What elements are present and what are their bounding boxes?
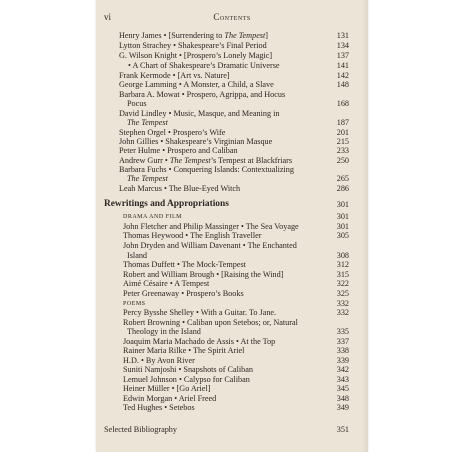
page-number: 233 <box>336 146 349 155</box>
contents-entry-text-after: ’s Tempest at Blackfriars <box>210 156 293 165</box>
contents-entry: John Gillies • Shakespeare’s Virginian Masque <box>119 137 273 146</box>
contents-entry <box>119 156 292 165</box>
poem-entry: H.D. • By Avon River <box>123 356 195 365</box>
contents-entry <box>127 118 168 127</box>
page-gutter-shadow <box>362 0 368 452</box>
contents-entry-italic-title: The Tempest <box>127 118 168 127</box>
page-number: 345 <box>336 384 349 393</box>
contents-entry-italic-title: The Tempest <box>224 31 266 40</box>
page-number: 338 <box>336 346 349 355</box>
contents-entry: Frank Kermode • [Art vs. Nature] <box>119 71 230 80</box>
contents-entry: Barbara Fuchs • Conquering Islands: Contextualizing <box>119 165 294 174</box>
page-number: 148 <box>336 80 349 89</box>
section-heading: Rewritings and Appropriations <box>104 199 229 209</box>
page-number: 343 <box>336 375 349 384</box>
page-number: 312 <box>336 260 349 269</box>
page-number: 348 <box>336 394 349 403</box>
page-number: 137 <box>336 51 349 60</box>
page-number: 332 <box>336 308 349 317</box>
contents-entry: Barbara A. Mowat • Prospero, Agrippa, and Hocus <box>119 90 286 99</box>
drama-entry: Aimé Césaire • A Tempest <box>123 279 210 288</box>
subsection-heading-poems: POEMS <box>123 301 146 307</box>
page-number: 141 <box>336 61 349 70</box>
page-number: 301 <box>336 222 349 231</box>
page-number: 301 <box>336 200 349 209</box>
contents-entry <box>119 31 268 40</box>
page-number: 305 <box>336 231 349 240</box>
contents-entry: Leah Marcus • The Blue-Eyed Witch <box>119 184 241 193</box>
poem-entry: Percy Bysshe Shelley • With a Guitar. To Jane. <box>123 308 277 317</box>
page-number: 332 <box>336 299 349 308</box>
contents-entry <box>127 174 168 183</box>
running-head-title: Contents <box>213 12 251 22</box>
page-number: 301 <box>336 212 349 221</box>
page-number: 131 <box>336 31 349 40</box>
drama-entry: John Dryden and William Davenant • The Enchanted <box>123 241 297 250</box>
drama-entry: Island <box>127 251 148 260</box>
page-number: 349 <box>336 403 349 412</box>
page-number: 337 <box>336 337 349 346</box>
drama-entry: Thomas Heywood • The English Traveller <box>123 231 262 240</box>
contents-entry-text: Henry James • [Surrendering to <box>119 31 225 40</box>
poem-entry: Joaquim Maria Machado de Assis • At the Top <box>123 337 276 346</box>
page-number: 265 <box>336 174 349 183</box>
subsection-heading-drama: DRAMA AND FILM <box>123 214 183 220</box>
contents-entry-text: Andrew Gurr • <box>119 156 170 165</box>
drama-entry: Peter Greenaway • Prospero’s Books <box>123 289 244 298</box>
poem-entry: Ted Hughes • Setebos <box>123 403 195 412</box>
contents-entry-text-after: ] <box>265 31 269 40</box>
poem-entry: Edwin Morgan • Ariel Freed <box>123 394 217 403</box>
poem-entry: Heiner Müller • [Go Ariel] <box>123 384 211 393</box>
poem-entry: Robert Browning • Caliban upon Setebos; or, Natural <box>123 318 298 327</box>
poem-entry: Theology in the Island <box>127 327 201 336</box>
bibliography-entry: Selected Bibliography <box>104 425 177 434</box>
contents-entry: David Lindley • Music, Masque, and Meaning in <box>119 109 280 118</box>
page-number: 187 <box>336 118 349 127</box>
drama-entry: Robert and William Brough • [Raising the Wind] <box>123 270 284 279</box>
page-number: 286 <box>336 184 349 193</box>
page-number: 322 <box>336 279 349 288</box>
page-number: 325 <box>336 289 349 298</box>
contents-entry: G. Wilson Knight • [Prospero’s Lonely Magic] <box>119 51 273 60</box>
page-number: 351 <box>336 425 349 434</box>
page-number: 215 <box>336 137 349 146</box>
page-number: 134 <box>336 41 349 50</box>
contents-entry: Stephen Orgel • Prospero’s Wife <box>119 128 226 137</box>
contents-entry: George Lamming • A Monster, a Child, a Slave <box>119 80 274 89</box>
page-number: 168 <box>336 99 349 108</box>
poem-entry: Rainer Maria Rilke • The Spirit Ariel <box>123 346 245 355</box>
contents-entry-italic-title: The Tempest <box>127 174 168 183</box>
page-number: 342 <box>336 365 349 374</box>
contents-entry: Lytton Strachey • Shakespeare’s Final Period <box>119 41 267 50</box>
page-number: 201 <box>336 128 349 137</box>
contents-entry: Pocus <box>127 99 147 108</box>
page-folio: vi <box>104 12 112 22</box>
poem-entry: Lemuel Johnson • Calypso for Caliban <box>123 375 250 384</box>
contents-entry: • A Chart of Shakespeare’s Dramatic Universe <box>128 61 280 70</box>
poem-entry: Suniti Namjoshi • Snapshots of Caliban <box>123 365 254 374</box>
drama-entry: John Fletcher and Philip Massinger • The Sea Voyage <box>123 222 299 231</box>
contents-entry: Peter Hulme • Prospero and Caliban <box>119 146 238 155</box>
running-head <box>104 11 360 23</box>
page-number: 339 <box>336 356 349 365</box>
page-number: 142 <box>336 71 349 80</box>
page-number: 335 <box>336 327 349 336</box>
contents-entry-italic-title: The Tempest <box>169 156 211 165</box>
page-number: 315 <box>336 270 349 279</box>
page-number: 308 <box>336 251 349 260</box>
drama-entry: Thomas Duffett • The Mock-Tempest <box>123 260 246 269</box>
page-number: 250 <box>336 156 349 165</box>
